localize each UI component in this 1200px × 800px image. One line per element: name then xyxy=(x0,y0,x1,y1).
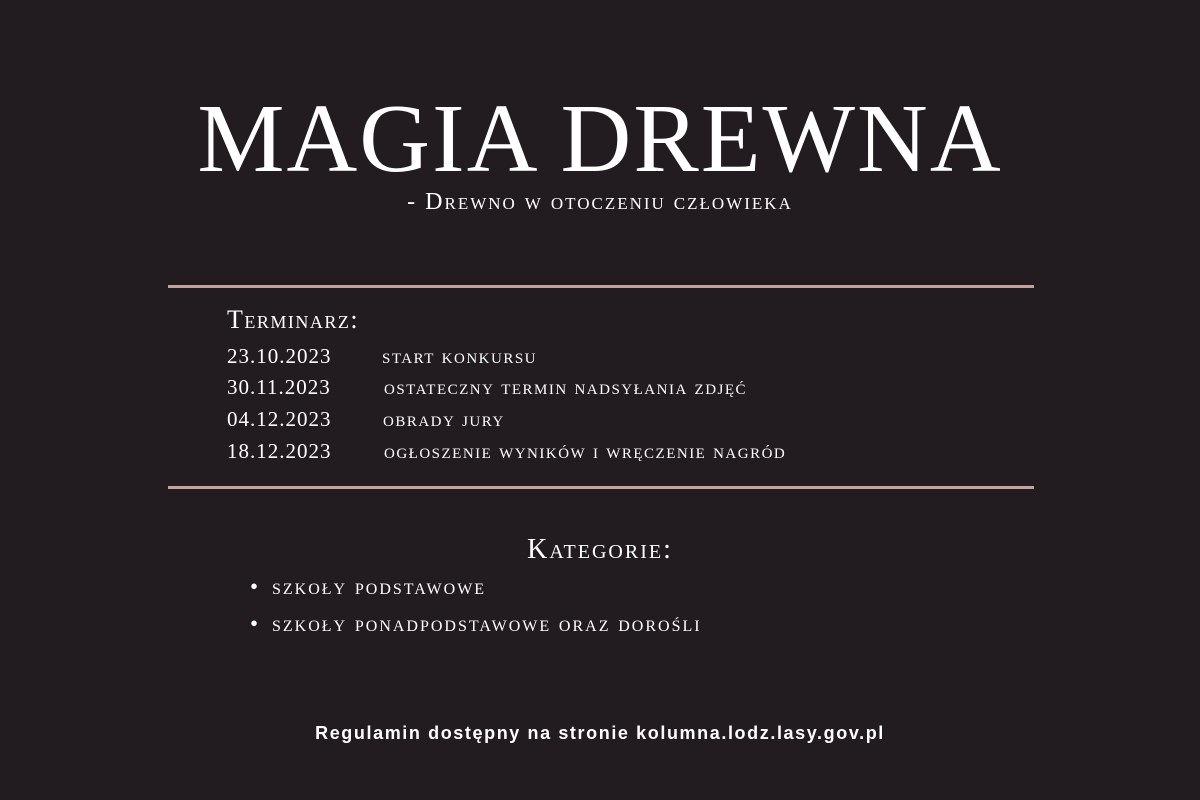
divider-bottom xyxy=(168,486,1034,489)
schedule-row xyxy=(227,346,537,367)
page-subtitle: - Drewno w otoczeniu człowieka xyxy=(407,189,793,215)
schedule-row xyxy=(227,377,747,398)
category-item xyxy=(250,612,702,635)
category-label: szkoły ponadpodstawowe oraz dorośli xyxy=(272,611,702,636)
category-item xyxy=(250,575,486,598)
schedule-date: 18.12.2023 xyxy=(227,439,332,463)
bullet-icon: • xyxy=(250,574,259,599)
schedule-row xyxy=(227,409,505,430)
schedule-heading: Terminarz: xyxy=(227,305,360,334)
divider-top xyxy=(168,285,1034,288)
schedule-event: ostateczny termin nadsyłania zdjęć xyxy=(384,375,748,399)
schedule-event: ogłoszenie wyników i wręczenie nagród xyxy=(384,439,787,463)
footer-note: Regulamin dostępny na stronie kolumna.lodz.lasy.gov.pl xyxy=(315,723,885,743)
page-title: MAGIA DREWNA xyxy=(197,85,1003,193)
schedule-event: start konkursu xyxy=(382,344,537,368)
schedule-date: 23.10.2023 xyxy=(227,344,332,368)
bullet-icon: • xyxy=(250,611,259,636)
categories-heading: Kategorie: xyxy=(527,534,673,565)
category-label: szkoły podstawowe xyxy=(272,574,487,599)
schedule-row xyxy=(227,441,786,462)
schedule-date: 30.11.2023 xyxy=(227,375,331,399)
schedule-event: obrady jury xyxy=(383,407,505,431)
schedule-date: 04.12.2023 xyxy=(227,407,332,431)
